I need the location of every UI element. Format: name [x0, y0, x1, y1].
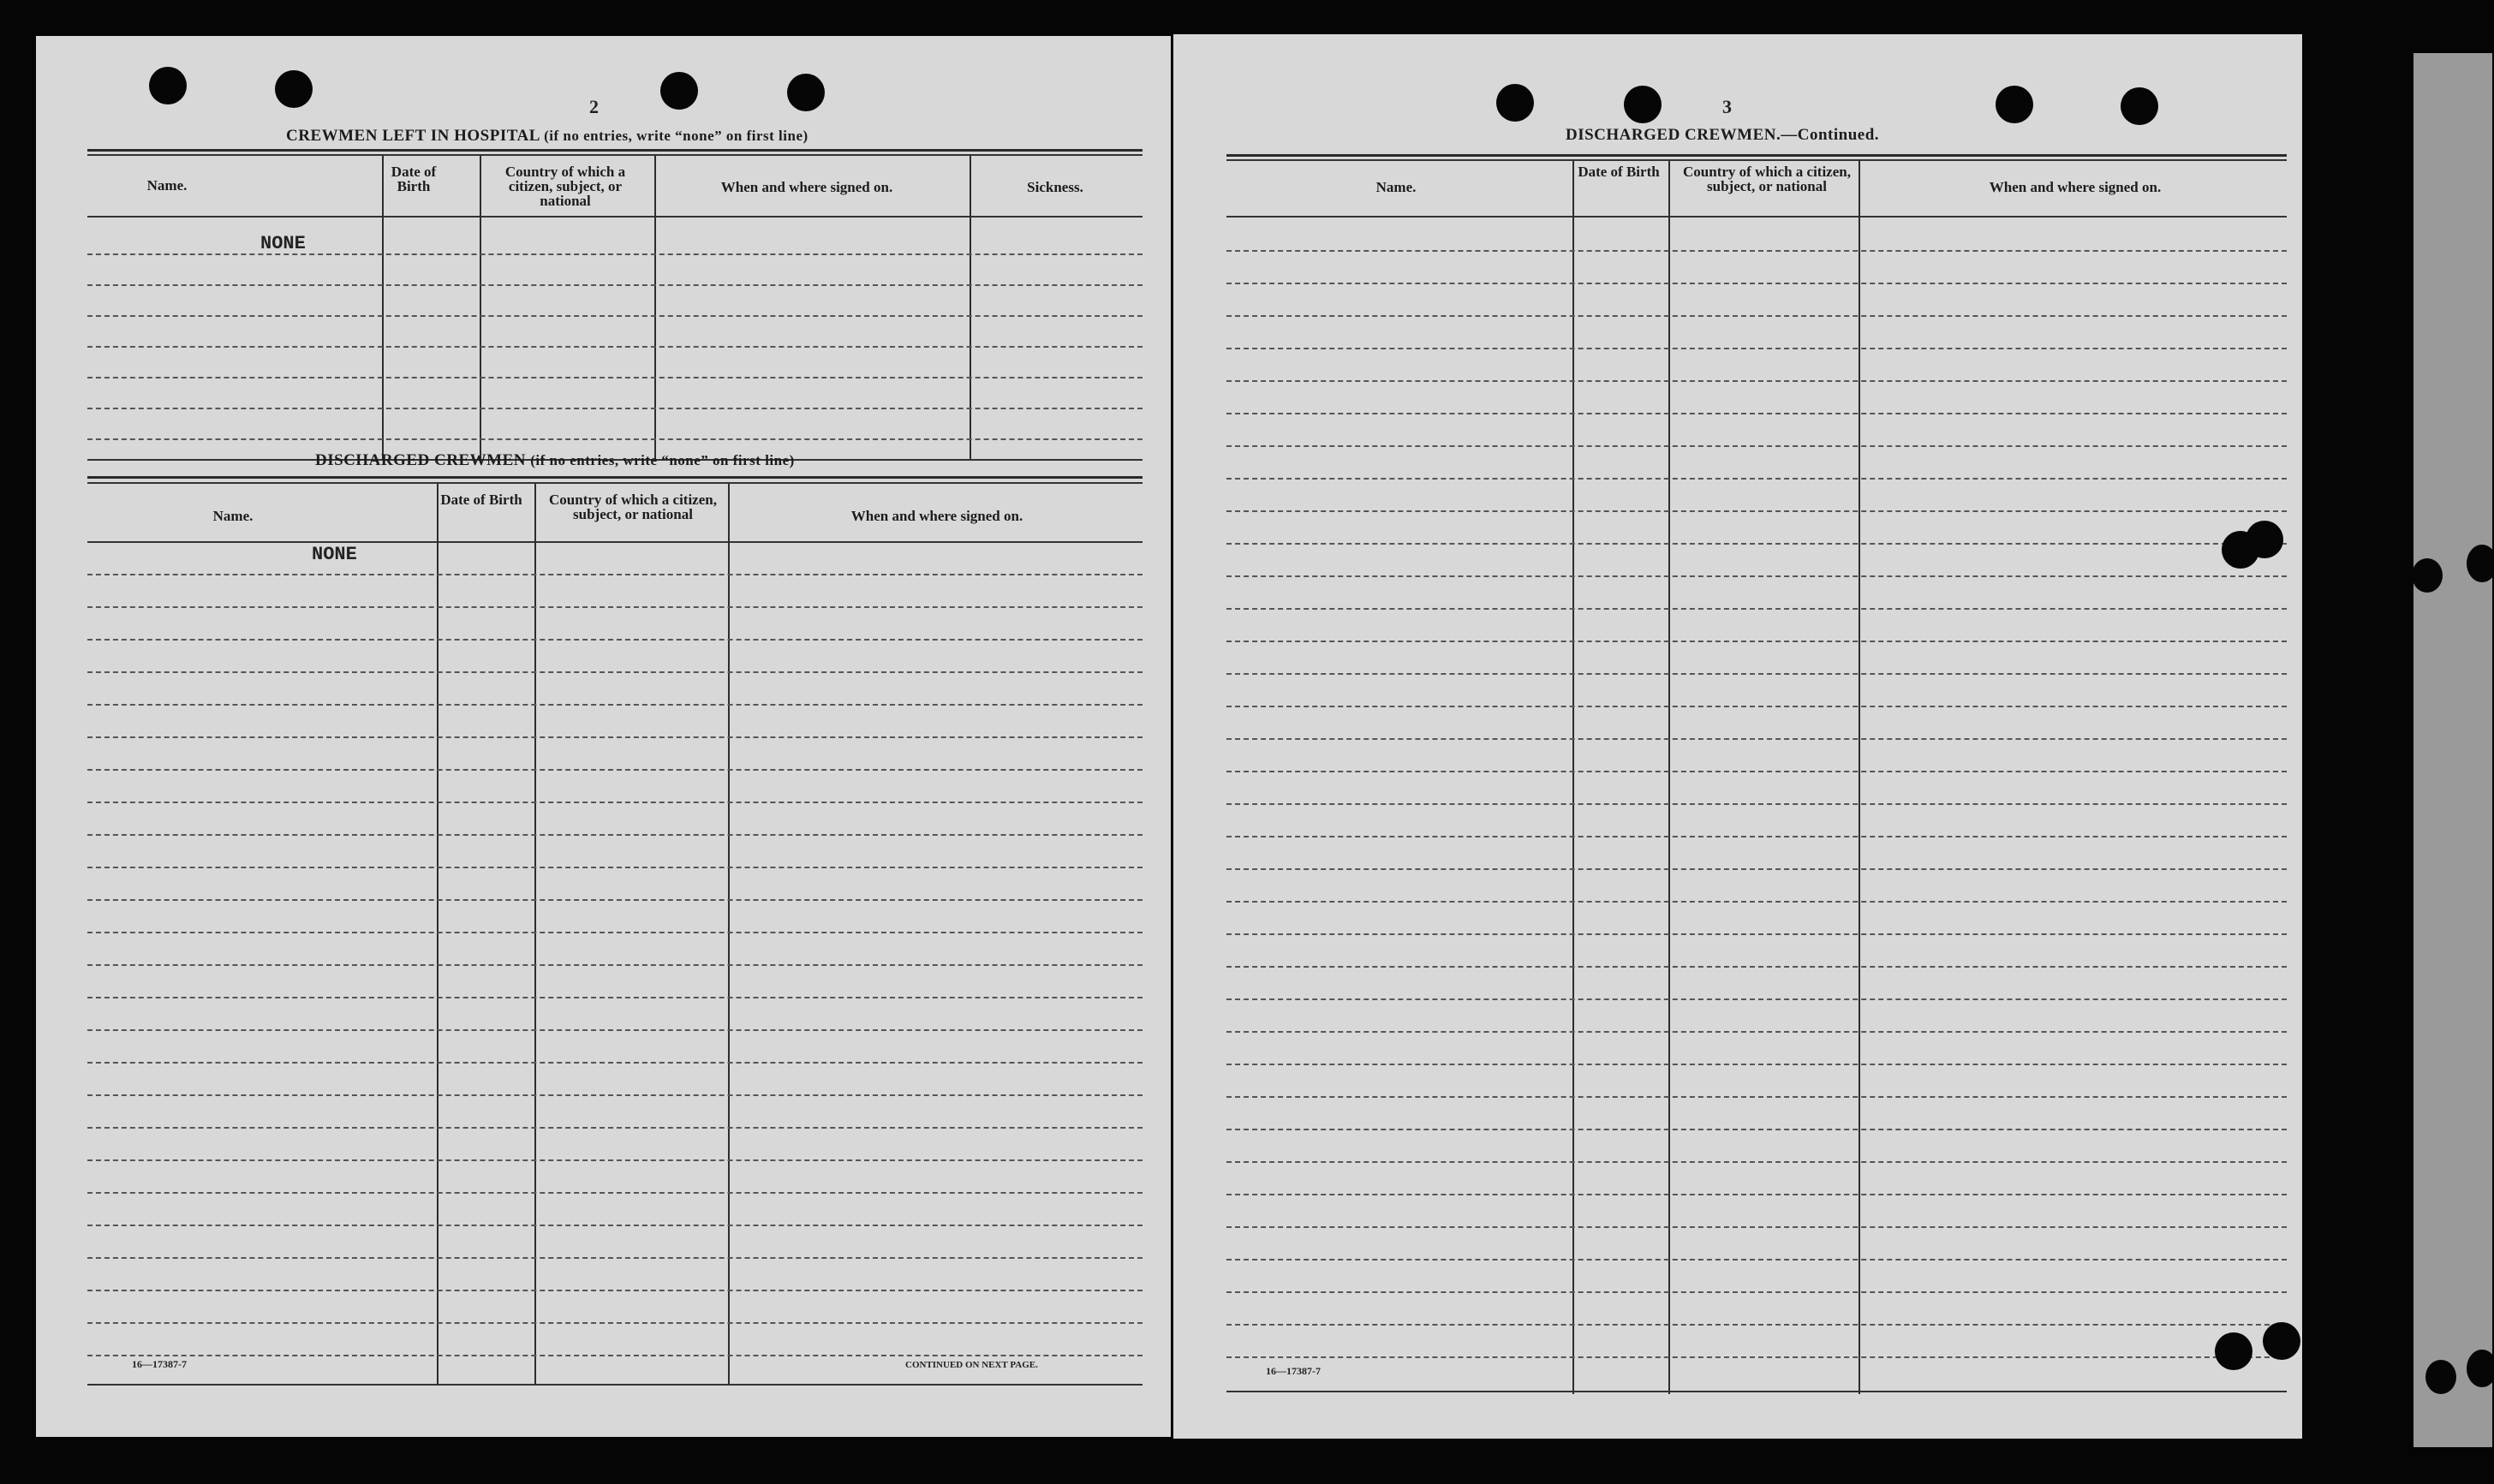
- entry-line: [1226, 445, 2287, 447]
- entry-line: [87, 1127, 1143, 1129]
- entry-line: [87, 1355, 1143, 1356]
- entry-line: [87, 408, 1143, 409]
- entry-line: [1226, 673, 2287, 675]
- entry-line: [87, 1322, 1143, 1324]
- hospital-first-entry: NONE: [260, 233, 306, 254]
- column-divider: [728, 484, 730, 1386]
- discharged-title-text: DISCHARGED CREWMEN: [315, 451, 526, 469]
- col-signed-on-header: When and where signed on.: [1989, 179, 2162, 195]
- punch-hole: [275, 70, 313, 108]
- punch-hole: [2467, 545, 2494, 582]
- column-divider: [1572, 161, 1574, 1394]
- entry-line: [87, 606, 1143, 608]
- entry-line: [87, 315, 1143, 317]
- punch-hole: [2467, 1350, 2494, 1387]
- entry-line: [1226, 348, 2287, 349]
- entry-line: [87, 377, 1143, 378]
- punch-hole: [1624, 86, 1662, 123]
- col-country-header: Country of which a citizen, subject, or national: [549, 492, 717, 522]
- left-page: [36, 36, 1171, 1437]
- column-divider: [437, 484, 439, 1386]
- entry-line: [1226, 1356, 2287, 1358]
- entry-line: [87, 704, 1143, 706]
- entry-line: [1226, 315, 2287, 317]
- col-dob-header: Date of Birth: [391, 164, 437, 194]
- entry-line: [1226, 1259, 2287, 1261]
- header-rule: [87, 541, 1143, 543]
- page-number: 2: [589, 96, 599, 117]
- punch-hole: [787, 74, 825, 111]
- punch-hole: [2246, 521, 2283, 558]
- hospital-subtitle-text: (if no entries, write “none” on first line): [544, 128, 808, 144]
- column-divider: [654, 156, 656, 461]
- col-signed-on-header: When and where signed on.: [720, 179, 893, 195]
- punch-hole: [149, 67, 187, 104]
- punch-hole: [2215, 1332, 2252, 1370]
- entry-line: [87, 964, 1143, 966]
- entry-line: [1226, 575, 2287, 577]
- punch-hole: [2263, 1322, 2300, 1360]
- entry-line: [1226, 1226, 2287, 1228]
- entry-line: [1226, 413, 2287, 414]
- form-number: 16—17387-7: [1266, 1365, 1321, 1377]
- col-name-header: Name.: [146, 177, 188, 194]
- col-country-header: Country of which a citizen, subject, or national: [504, 164, 626, 209]
- entry-line: [1226, 1064, 2287, 1065]
- col-country-header: Country of which a citizen, subject, or national: [1683, 164, 1851, 194]
- form-number: 16—17387-7: [132, 1358, 187, 1370]
- hospital-title-text: CREWMEN LEFT IN HOSPITAL: [286, 127, 540, 145]
- right-section-title: DISCHARGED CREWMEN.—Continued.: [1566, 126, 1880, 144]
- entry-line: [87, 1290, 1143, 1291]
- entry-line: [87, 1225, 1143, 1226]
- entry-line: [87, 997, 1143, 998]
- entry-line: [1226, 803, 2287, 805]
- entry-line: [1226, 250, 2287, 252]
- entry-line: [1226, 771, 2287, 772]
- col-sickness-header: Sickness.: [1027, 179, 1083, 195]
- rule: [87, 149, 1143, 152]
- entry-line: [87, 639, 1143, 641]
- column-divider: [970, 156, 971, 461]
- entry-line: [87, 1192, 1143, 1194]
- entry-line: [87, 253, 1143, 255]
- rule: [1226, 159, 2287, 161]
- entry-line: [1226, 1161, 2287, 1163]
- punch-hole: [1996, 86, 2033, 123]
- entry-line: [87, 932, 1143, 933]
- page-number: 3: [1722, 96, 1732, 117]
- col-dob-header: Date of Birth: [1578, 164, 1660, 180]
- entry-line: [1226, 641, 2287, 642]
- header-rule: [87, 216, 1143, 218]
- entry-line: [87, 1159, 1143, 1161]
- entry-line: [1226, 1096, 2287, 1098]
- entry-line: [87, 867, 1143, 868]
- column-divider: [480, 156, 481, 461]
- rule: [87, 482, 1143, 484]
- entry-line: [1226, 1324, 2287, 1326]
- punch-hole: [1496, 84, 1534, 122]
- entry-line: [87, 1029, 1143, 1031]
- entry-line: [87, 1062, 1143, 1064]
- entry-line: [87, 574, 1143, 575]
- header-rule: [1226, 216, 2287, 218]
- entry-line: [87, 438, 1143, 440]
- entry-line: [1226, 901, 2287, 903]
- entry-line: [87, 769, 1143, 771]
- col-dob-header: Date of Birth: [440, 492, 522, 508]
- entry-line: [1226, 1194, 2287, 1195]
- entry-line: [1226, 998, 2287, 1000]
- entry-line: [1226, 543, 2287, 545]
- entry-line: [87, 671, 1143, 673]
- continued-note: CONTINUED ON NEXT PAGE.: [905, 1360, 1038, 1370]
- entry-line: [1226, 966, 2287, 968]
- column-divider: [1859, 161, 1860, 1394]
- rule: [87, 154, 1143, 156]
- discharged-first-entry: NONE: [312, 544, 357, 565]
- rule: [1226, 154, 2287, 157]
- entry-line: [1226, 380, 2287, 382]
- entry-line: [87, 802, 1143, 803]
- entry-line: [1226, 283, 2287, 284]
- entry-line: [1226, 478, 2287, 480]
- punch-hole: [2121, 87, 2158, 125]
- entry-line: [87, 899, 1143, 901]
- entry-line: [1226, 738, 2287, 740]
- entry-line: [87, 834, 1143, 836]
- entry-line: [1226, 1129, 2287, 1130]
- punch-hole: [2412, 558, 2443, 593]
- entry-line: [1226, 1291, 2287, 1293]
- entry-line: [87, 736, 1143, 738]
- rule: [87, 476, 1143, 479]
- column-divider: [382, 156, 384, 461]
- entry-line: [1226, 510, 2287, 512]
- entry-line: [87, 1094, 1143, 1096]
- discharged-subtitle-text: (if no entries, write “none” on first line): [530, 452, 795, 468]
- column-divider: [534, 484, 536, 1386]
- col-name-header: Name.: [212, 508, 254, 524]
- entry-line: [1226, 1031, 2287, 1033]
- entry-line: [1226, 608, 2287, 610]
- entry-line: [87, 1257, 1143, 1259]
- entry-line: [1226, 706, 2287, 707]
- adjacent-page-edge: [2413, 53, 2492, 1447]
- entry-line: [1226, 868, 2287, 870]
- right-page: [1173, 34, 2302, 1439]
- entry-line: [1226, 836, 2287, 837]
- rule: [87, 1384, 1143, 1386]
- hospital-section-title: [286, 127, 808, 146]
- punch-hole: [660, 72, 698, 110]
- column-divider: [1668, 161, 1670, 1394]
- col-signed-on-header: When and where signed on.: [850, 508, 1023, 524]
- col-name-header: Name.: [1375, 179, 1417, 195]
- rule: [1226, 1391, 2287, 1392]
- discharged-section-title: [315, 451, 795, 470]
- entry-line: [87, 284, 1143, 286]
- entry-line: [1226, 933, 2287, 935]
- punch-hole: [2425, 1360, 2456, 1394]
- entry-line: [87, 346, 1143, 348]
